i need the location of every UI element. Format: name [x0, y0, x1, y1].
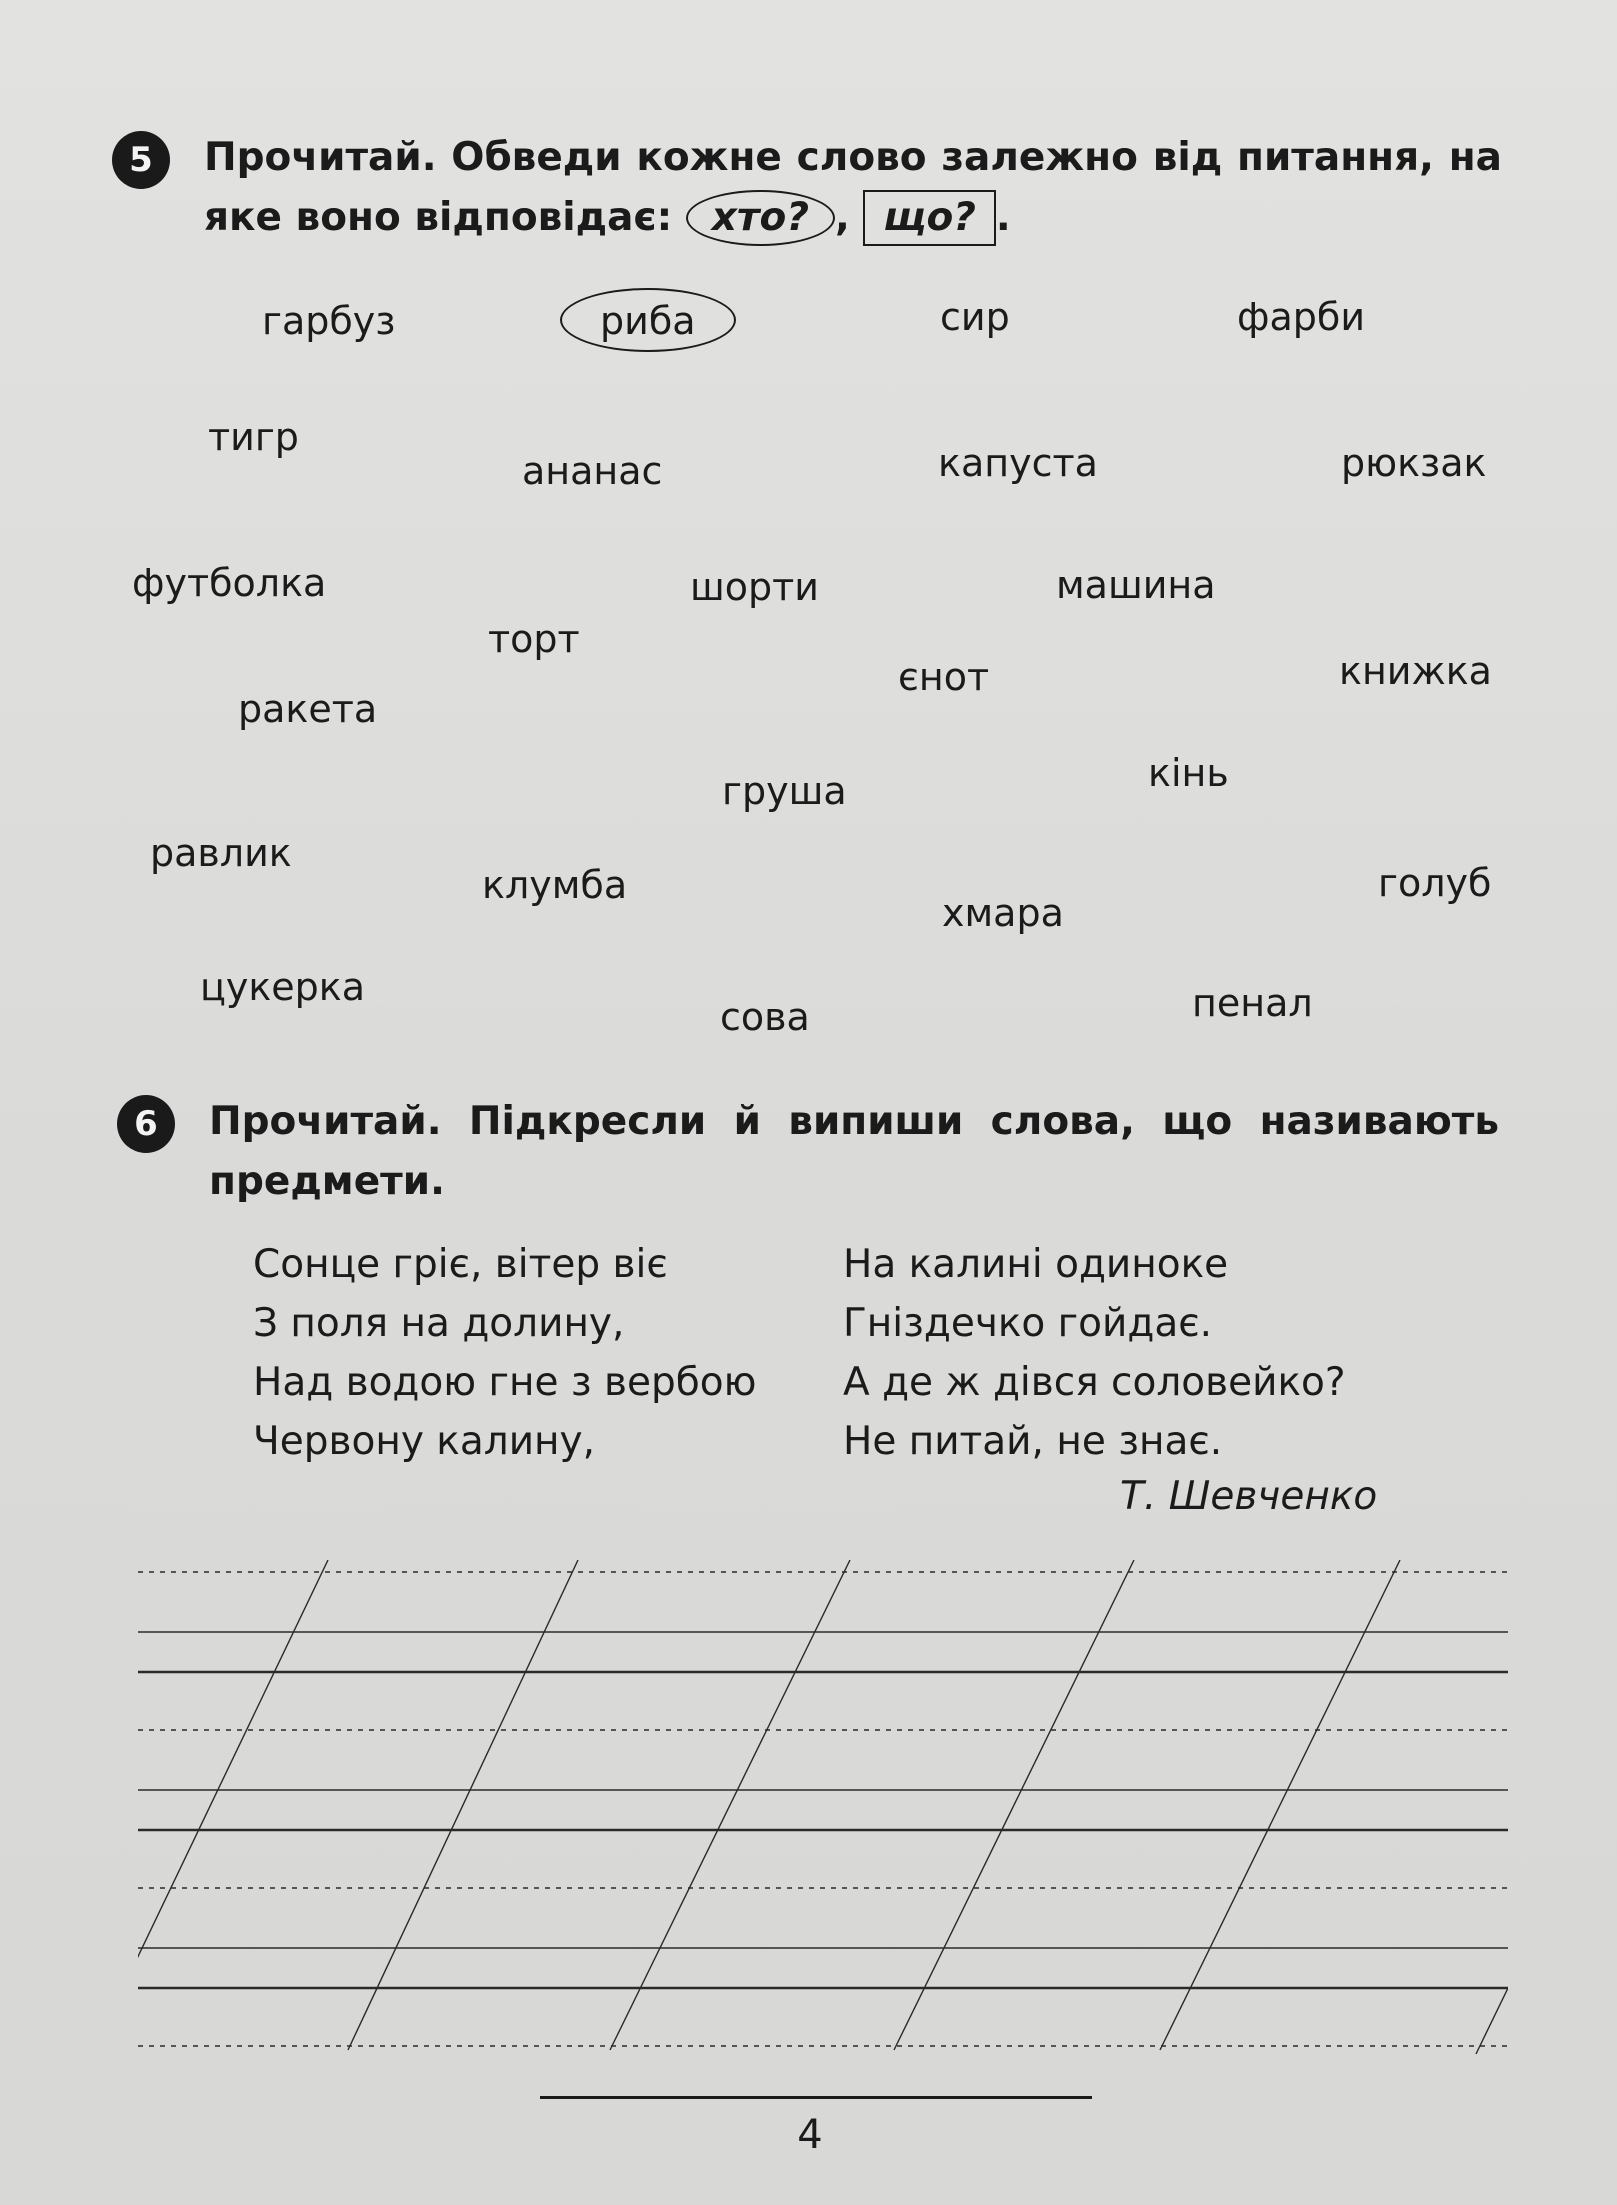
- question-who-circled: хто?: [686, 190, 835, 246]
- task-6-instruction: Прочитай. Підкресли й випиши слова, що називають предмети.: [209, 1099, 1499, 1204]
- word-item[interactable]: футболка: [132, 561, 327, 605]
- word-item-circled[interactable]: риба: [560, 288, 736, 352]
- word-item[interactable]: груша: [722, 769, 847, 813]
- word-item[interactable]: машина: [1056, 563, 1216, 607]
- word-item[interactable]: клумба: [482, 863, 628, 907]
- task-6-number: 6: [117, 1095, 175, 1153]
- word-item[interactable]: ракета: [238, 687, 378, 731]
- word-item[interactable]: торт: [488, 617, 580, 661]
- poem-line: З поля на долину,: [253, 1301, 625, 1346]
- word-item[interactable]: цукерка: [200, 965, 366, 1009]
- word-item[interactable]: капуста: [938, 441, 1098, 485]
- poem-line: На калині одиноке: [843, 1242, 1229, 1287]
- word-item[interactable]: гарбуз: [262, 299, 396, 343]
- word-item[interactable]: сова: [720, 995, 810, 1039]
- writing-lines-area[interactable]: [138, 1560, 1508, 2060]
- poem-line: А де ж дівся соловейко?: [843, 1360, 1346, 1405]
- poem-line: Гніздечко гойдає.: [843, 1301, 1213, 1346]
- word-item[interactable]: голуб: [1378, 861, 1492, 905]
- task-5-instruction-text: Прочитай. Обведи кожне слово залежно від питання, на яке воно відповідає:: [204, 135, 1502, 240]
- instruction-end: .: [995, 195, 1011, 240]
- poem-line: Сонце гріє, вітер віє: [253, 1242, 668, 1287]
- poem-line: Не питай, не знає.: [843, 1419, 1223, 1464]
- word-item[interactable]: пенал: [1192, 981, 1313, 1025]
- task-5-number: 5: [112, 131, 170, 189]
- word-item[interactable]: книжка: [1339, 649, 1492, 693]
- question-separator: ,: [834, 195, 850, 240]
- poem-line: Над водою гне з вербою: [253, 1360, 757, 1405]
- task-5: [112, 128, 1502, 258]
- word-item[interactable]: сир: [940, 295, 1010, 339]
- word-item[interactable]: рюкзак: [1341, 441, 1487, 485]
- word-item[interactable]: шорти: [690, 565, 819, 609]
- word-item[interactable]: хмара: [942, 891, 1064, 935]
- poem-line: Червону калину,: [253, 1419, 596, 1464]
- question-what-boxed: що?: [863, 190, 996, 246]
- footer-rule: [540, 2096, 1092, 2099]
- page-number: 4: [797, 2112, 823, 2158]
- word-item[interactable]: равлик: [150, 831, 292, 875]
- task-5-instruction: [204, 128, 1502, 248]
- word-item[interactable]: єнот: [898, 655, 990, 699]
- word-item[interactable]: фарби: [1237, 295, 1366, 339]
- word-item[interactable]: ананас: [522, 449, 663, 493]
- poem-author: Т. Шевченко: [1120, 1474, 1378, 1519]
- word-item[interactable]: кінь: [1148, 751, 1229, 795]
- word-item[interactable]: тигр: [208, 415, 299, 459]
- task-6: [117, 1092, 1507, 1216]
